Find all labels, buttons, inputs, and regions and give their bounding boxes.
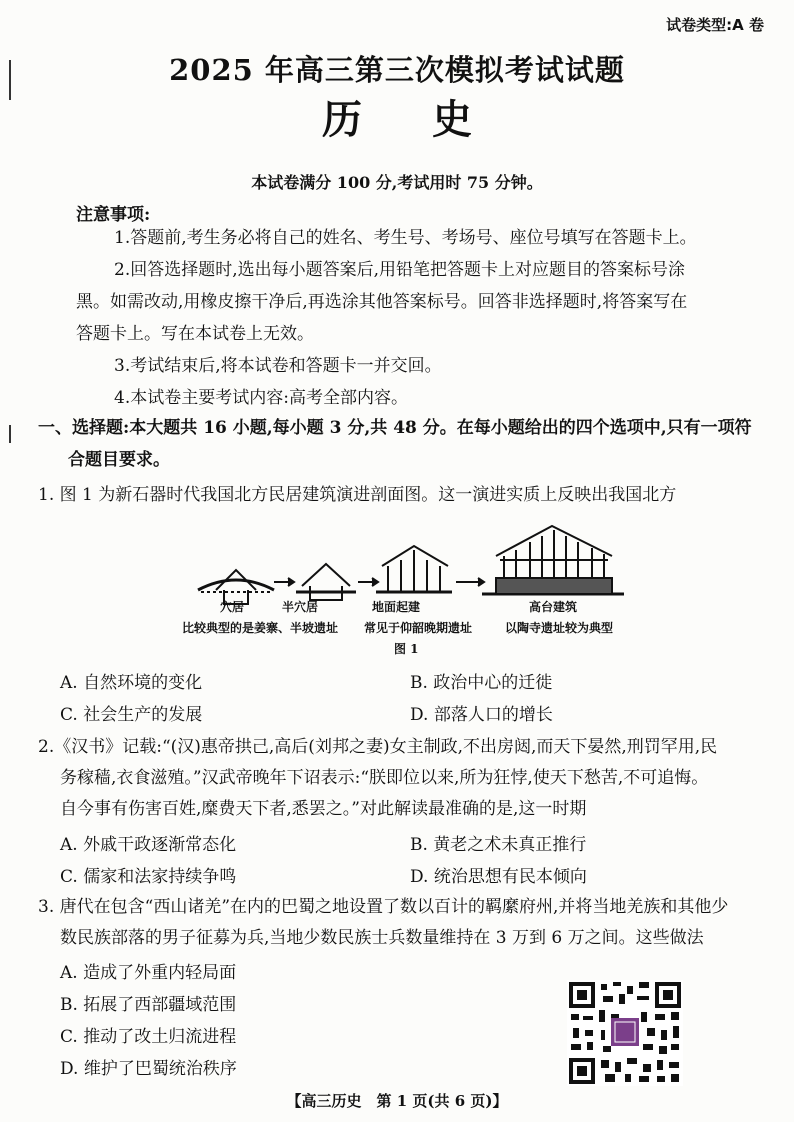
option-c[interactable]: C. 社会生产的发展	[60, 705, 203, 725]
figure-caption: 图 1	[394, 642, 419, 656]
question-3-stem	[38, 892, 758, 954]
option-b[interactable]: B. 政治中心的迁徙	[410, 673, 553, 693]
note-item: 答题卡上。写在本试卷上无效。	[76, 324, 314, 344]
figure-1	[182, 520, 626, 660]
section-heading-line: 合题目要求。	[68, 450, 170, 470]
margin-mark	[9, 425, 11, 443]
question-stem-line: 务稼穑,衣食滋殖。”汉武帝晚年下诏表示:“朕即位以来,所为狂悖,使天下愁苦,不可追悔。	[60, 768, 709, 788]
stage-label: 半穴居	[282, 600, 319, 614]
option-c[interactable]: C. 推动了改土归流进程	[60, 1027, 237, 1047]
exam-title: 2025 年高三第三次模拟考试试题	[169, 53, 625, 87]
paper-type-label: 试卷类型:A 卷	[666, 16, 764, 34]
page-footer: 【高三历史 第 1 页(共 6 页)】	[286, 1092, 508, 1110]
question-1-stem	[38, 480, 758, 511]
note-item: 3.考试结束后,将本试卷和答题卡一并交回。	[114, 356, 442, 376]
qr-code	[567, 980, 683, 1086]
question-stem-line: 1. 图 1 为新石器时代我国北方民居建筑演进剖面图。这一演进实质上反映出我国北方	[38, 485, 677, 505]
note-item: 2.回答选择题时,选出每小题答案后,用铅笔把答题卡上对应题目的答案标号涂	[114, 260, 686, 280]
question-stem-line: 数民族部落的男子征募为兵,当地少数民族士兵数量维持在 3 万到 6 万之间。这些做法	[60, 928, 704, 948]
section-heading	[38, 412, 758, 476]
notes-list	[76, 222, 732, 414]
note-item: 1.答题前,考生务必将自己的姓名、考生号、考场号、座位号填写在答题卡上。	[114, 228, 697, 248]
stage-label: 穴居	[220, 600, 245, 614]
option-d[interactable]: D. 部落人口的增长	[410, 705, 553, 725]
score-info: 本试卷满分 100 分,考试用时 75 分钟。	[251, 173, 543, 192]
option-b[interactable]: B. 拓展了西部疆域范围	[60, 995, 237, 1015]
question-stem-line: 2.《汉书》记载:“(汉)惠帝拱己,高后(刘邦之妻)女主制政,不出房闼,而天下晏然,刑罚罕用,民	[38, 737, 718, 757]
stage-caption: 比较典型的是姜寨、半坡遗址	[182, 621, 339, 635]
option-c[interactable]: C. 儒家和法家持续争鸣	[60, 867, 237, 887]
stage-label: 地面起建	[372, 600, 421, 614]
stage-caption: 以陶寺遗址较为典型	[505, 621, 614, 635]
subject-title: 历史	[322, 96, 542, 143]
question-stem-line: 自今事有伤害百姓,糜费天下者,悉罢之。”对此解读最准确的是,这一时期	[60, 799, 587, 819]
option-a[interactable]: A. 自然环境的变化	[60, 673, 203, 693]
question-stem-line: 3. 唐代在包含“西山诸羌”在内的巴蜀之地设置了数以百计的羁縻府州,并将当地羌族和其他少	[38, 897, 729, 917]
question-2-stem	[38, 732, 758, 825]
option-a[interactable]: A. 外戚干政逐渐常态化	[60, 835, 237, 855]
notes-heading: 注意事项:	[76, 205, 151, 225]
option-a[interactable]: A. 造成了外重内轻局面	[60, 963, 237, 983]
option-b[interactable]: B. 黄老之术未真正推行	[410, 835, 587, 855]
option-d[interactable]: D. 维护了巴蜀统治秩序	[60, 1059, 237, 1079]
section-heading-line: 一、选择题:本大题共 16 小题,每小题 3 分,共 48 分。在每小题给出的四个选项中,只有一项符	[38, 418, 752, 438]
stage-label: 高台建筑	[529, 600, 578, 614]
note-item: 4.本试卷主要考试内容:高考全部内容。	[114, 388, 408, 408]
stage-caption: 常见于仰韶晚期遗址	[364, 621, 473, 635]
option-d[interactable]: D. 统治思想有民本倾向	[410, 867, 587, 887]
note-item: 黑。如需改动,用橡皮擦干净后,再选涂其他答案标号。回答非选择题时,将答案写在	[76, 292, 688, 312]
